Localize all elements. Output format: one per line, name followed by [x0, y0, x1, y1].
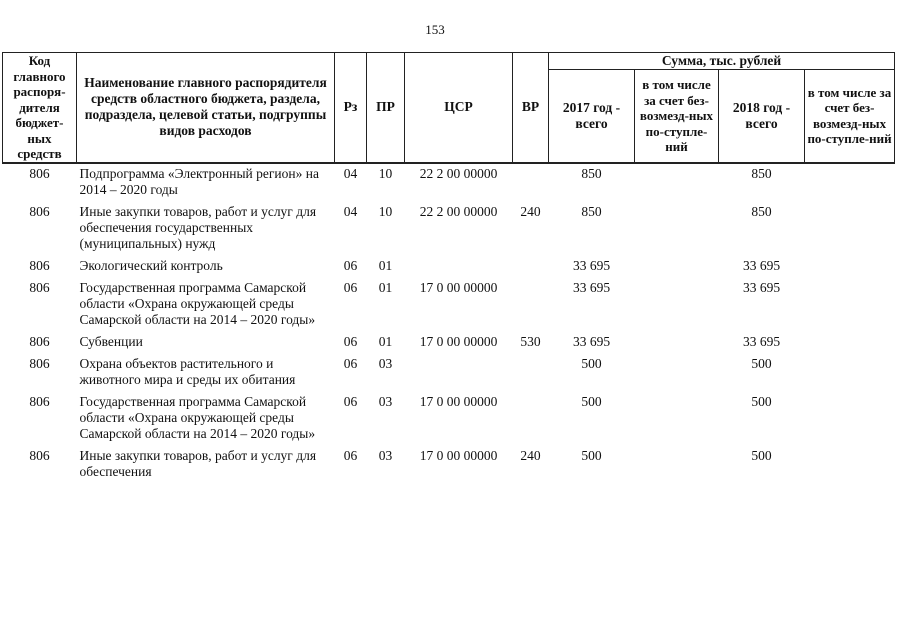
cell-total-2018: 500: [751, 393, 772, 409]
cell-code: 806: [29, 355, 50, 371]
cell-name: Иные закупки товаров, работ и услуг для обеспечения государственных (муниципальных) нужд: [79, 203, 317, 251]
header-code: Код главного распоря-дителя бюджет-ных средств: [3, 53, 77, 163]
cell-vr: 530: [520, 333, 541, 349]
cell-csr: 22 2 00 00000: [419, 165, 498, 181]
cell-free-2018: [805, 163, 895, 202]
budget-table: [2, 52, 895, 484]
header-total-2017: 2017 год - всего: [549, 70, 635, 163]
cell-free-2018: [805, 256, 895, 278]
cell-free-2017: [635, 163, 719, 202]
cell-rz: 06: [343, 355, 358, 371]
cell-free-2018: [805, 392, 895, 446]
header-vr: ВР: [513, 53, 549, 163]
header-free-2017: в том числе за счет без-возмезд-ных по-ступле-ний: [635, 70, 719, 163]
cell-total-2017: 33 695: [572, 257, 611, 273]
header-free-2018: в том числе за счет без-возмезд-ных по-ступле-ний: [805, 70, 895, 163]
cell-pr: 10: [378, 203, 393, 219]
cell-pr: 01: [378, 257, 393, 273]
cell-rz: 04: [343, 203, 358, 219]
header-total-2018: 2018 год - всего: [719, 70, 805, 163]
cell-total-2017: 33 695: [572, 333, 611, 349]
cell-code: 806: [29, 279, 50, 295]
cell-total-2018: 850: [751, 203, 772, 219]
cell-total-2018: 33 695: [742, 257, 781, 273]
header-rz: Рз: [335, 53, 367, 163]
table-row: [3, 278, 895, 332]
cell-total-2018: 500: [751, 355, 772, 371]
cell-csr: 17 0 00 00000: [419, 279, 498, 295]
cell-rz: 06: [343, 447, 358, 463]
table-row: [3, 446, 895, 484]
cell-csr: [405, 354, 513, 392]
cell-name: Иные закупки товаров, работ и услуг для обеспечения: [79, 447, 317, 479]
cell-total-2018: 500: [751, 447, 772, 463]
cell-csr: [405, 256, 513, 278]
cell-vr: [513, 256, 549, 278]
cell-rz: 06: [343, 257, 358, 273]
cell-name: Экологический контроль: [79, 257, 223, 273]
cell-free-2017: [635, 256, 719, 278]
page-number: 153: [425, 22, 445, 37]
cell-pr: 03: [378, 355, 393, 371]
header-name: Наименование главного распорядителя средств областного бюджета, раздела, подраздела, целевой статьи, подгруппы видов расходов: [77, 53, 335, 163]
table-header: [3, 53, 895, 163]
cell-code: 806: [29, 393, 50, 409]
cell-vr: [513, 354, 549, 392]
cell-name: Государственная программа Самарской области «Охрана окружающей среды Самарской области на 2014 – 2020 годы»: [79, 279, 316, 327]
cell-vr: 240: [520, 447, 541, 463]
header-csr: ЦСР: [405, 53, 513, 163]
cell-pr: 10: [378, 165, 393, 181]
cell-name: Охрана объектов растительного и животного мира и среды их обитания: [79, 355, 296, 387]
cell-csr: 22 2 00 00000: [419, 203, 498, 219]
cell-total-2018: 33 695: [742, 333, 781, 349]
cell-code: 806: [29, 447, 50, 463]
cell-total-2018: 850: [751, 165, 772, 181]
cell-csr: 17 0 00 00000: [419, 393, 498, 409]
cell-name: Подпрограмма «Электронный регион» на 2014 – 2020 годы: [79, 165, 319, 197]
cell-free-2017: [635, 446, 719, 484]
cell-pr: 01: [378, 279, 393, 295]
cell-free-2018: [805, 278, 895, 332]
cell-vr: [513, 278, 549, 332]
cell-csr: 17 0 00 00000: [419, 333, 498, 349]
cell-code: 806: [29, 257, 50, 273]
cell-total-2017: 500: [581, 447, 602, 463]
table-row: [3, 332, 895, 354]
cell-total-2018: 33 695: [742, 279, 781, 295]
cell-total-2017: 500: [581, 355, 602, 371]
table-row: [3, 202, 895, 256]
cell-pr: 01: [378, 333, 393, 349]
cell-free-2018: [805, 332, 895, 354]
cell-vr: [513, 392, 549, 446]
cell-free-2017: [635, 332, 719, 354]
table-body: [3, 163, 895, 484]
cell-rz: 04: [343, 165, 358, 181]
cell-vr: 240: [520, 203, 541, 219]
cell-name: Субвенции: [79, 333, 143, 349]
cell-pr: 03: [378, 393, 393, 409]
table-row: [3, 256, 895, 278]
cell-rz: 06: [343, 333, 358, 349]
cell-total-2017: 850: [581, 203, 602, 219]
cell-total-2017: 850: [581, 165, 602, 181]
cell-name: Государственная программа Самарской области «Охрана окружающей среды Самарской области на 2014 – 2020 годы»: [79, 393, 316, 441]
table-row: [3, 392, 895, 446]
cell-free-2017: [635, 354, 719, 392]
cell-free-2018: [805, 446, 895, 484]
cell-free-2018: [805, 354, 895, 392]
cell-code: 806: [29, 203, 50, 219]
cell-code: 806: [29, 333, 50, 349]
cell-total-2017: 33 695: [572, 279, 611, 295]
cell-free-2017: [635, 278, 719, 332]
cell-free-2017: [635, 202, 719, 256]
cell-free-2018: [805, 202, 895, 256]
cell-vr: [513, 163, 549, 202]
cell-rz: 06: [343, 393, 358, 409]
cell-code: 806: [29, 165, 50, 181]
table-row: [3, 163, 895, 202]
table-row: [3, 354, 895, 392]
cell-pr: 03: [378, 447, 393, 463]
header-pr: ПР: [367, 53, 405, 163]
cell-total-2017: 500: [581, 393, 602, 409]
cell-free-2017: [635, 392, 719, 446]
cell-rz: 06: [343, 279, 358, 295]
header-sum-group: Сумма, тыс. рублей: [549, 53, 895, 70]
cell-csr: 17 0 00 00000: [419, 447, 498, 463]
